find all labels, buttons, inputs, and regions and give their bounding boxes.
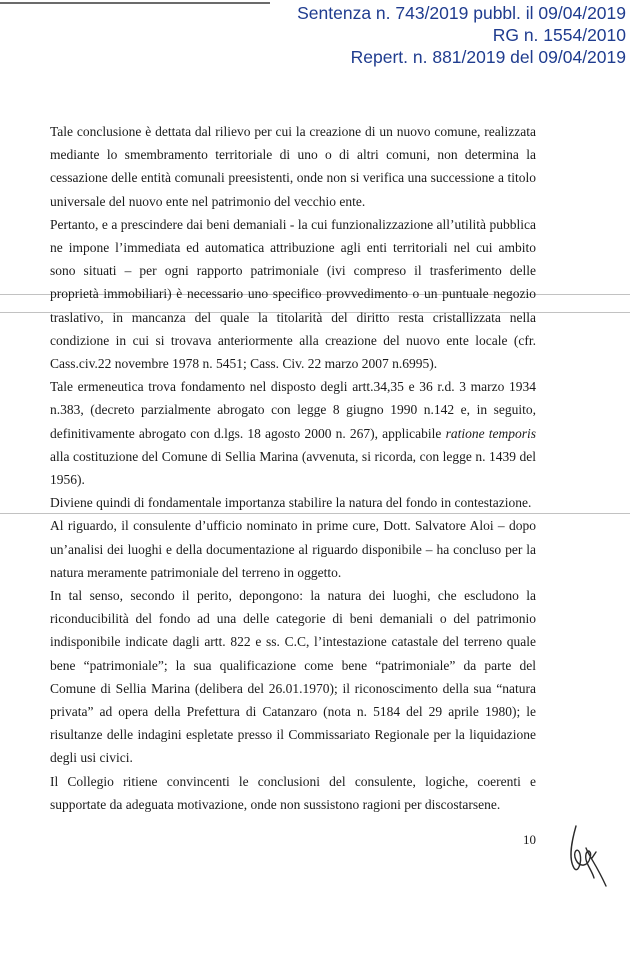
rg-number: RG n. 1554/2010 [492, 25, 626, 45]
paragraph: In tal senso, secondo il perito, depongono: la natura dei luoghi, che escludono la riconducibilità del fondo ad una delle categorie di beni demaniali o del patrimonio indisponibile indicate dagli artt. 822 e ss. C.C, l’intestazione catastale del terreno quale bene “patrimoniale”; la sua qualificazione come bene “patrimoniale” da parte del Comune di Sellia Marina (delibera del 26.01.1970); il riconoscimento della sua “natura privata” ad opera della Prefettura di Catanzaro (nota n. 5184 del 29 aprile 1980); le risultanze delle indagini espletate presso il Commissariato Regionale per la liquidazione degli usi civici. [50, 588, 536, 766]
registry-stamp [297, 2, 626, 68]
paragraph: Diviene quindi di fondamentale importanza stabilire la natura del fondo in contestazione. [50, 495, 532, 511]
paragraph: Al riguardo, il consulente d’ufficio nominato in prime cure, Dott. Salvatore Aloi – dopo un’analisi dei luoghi e della documentazione al riguardo disponibile – ha concluso per la natura meramente patrimoniale del terreno in oggetto. [50, 518, 536, 580]
paragraph [50, 375, 536, 491]
latin-term: ratione temporis [445, 425, 536, 441]
paragraph-text: Tale ermeneutica trova fondamento nel disposto degli artt.34,35 e 36 r.d. 3 marzo 1934 n.383, (decreto parzialmente abrogato con legge 8 giugno 1990 n.142 e, in seguito, definitivamente abrogato con d.lgs. 18 agosto 2000 n. 267), applicabile [50, 379, 536, 441]
top-rule [0, 2, 270, 4]
repertory-number: Repert. n. 881/2019 del 09/04/2019 [350, 47, 626, 67]
paragraph: Il Collegio ritiene convincenti le conclusioni del consulente, logiche, coerenti e supportate da adeguata motivazione, onde non sussistono ragioni per discostarsene. [50, 773, 536, 812]
page-number: 10 [523, 832, 536, 847]
paragraph: Tale conclusione è dettata dal rilievo per cui la creazione di un nuovo comune, realizzata mediante lo smembramento territoriale di uno o di altri comuni, non determina la cessazione delle entità comunali preesistenti, onde non si verifica una successione a titolo universale del nuovo ente nel patrimonio del vecchio ente. [50, 124, 536, 209]
handwritten-signature-icon [562, 818, 612, 888]
sentence-number: Sentenza n. 743/2019 pubbl. il 09/04/2019 [297, 3, 626, 23]
paragraph-text: alla costituzione del Comune di Sellia Marina (avvenuta, si ricorda, con legge n. 1439 del 1956). [50, 448, 536, 488]
paragraph: Pertanto, e a prescindere dai beni demaniali - la cui funzionalizzazione all’utilità pubblica ne impone l’immediata ed automatica attribuzione agli enti territoriali nel cui ambito sono situati – per ogni rapporto patrimoniale (ivi compreso il trasferimento delle proprietà immobiliari) è necessario uno specifico provvedimento o un puntuale negozio traslativo, in mancanza del quale la titolarità del diritto resta cristallizzata nella condizione in cui si trovava anteriormente alla creazione del nuovo ente locale (cfr. Cass.civ.22 novembre 1978 n. 5451; Cass. Civ. 22 marzo 2007 n.6995). [50, 216, 536, 372]
document-body [50, 120, 536, 816]
